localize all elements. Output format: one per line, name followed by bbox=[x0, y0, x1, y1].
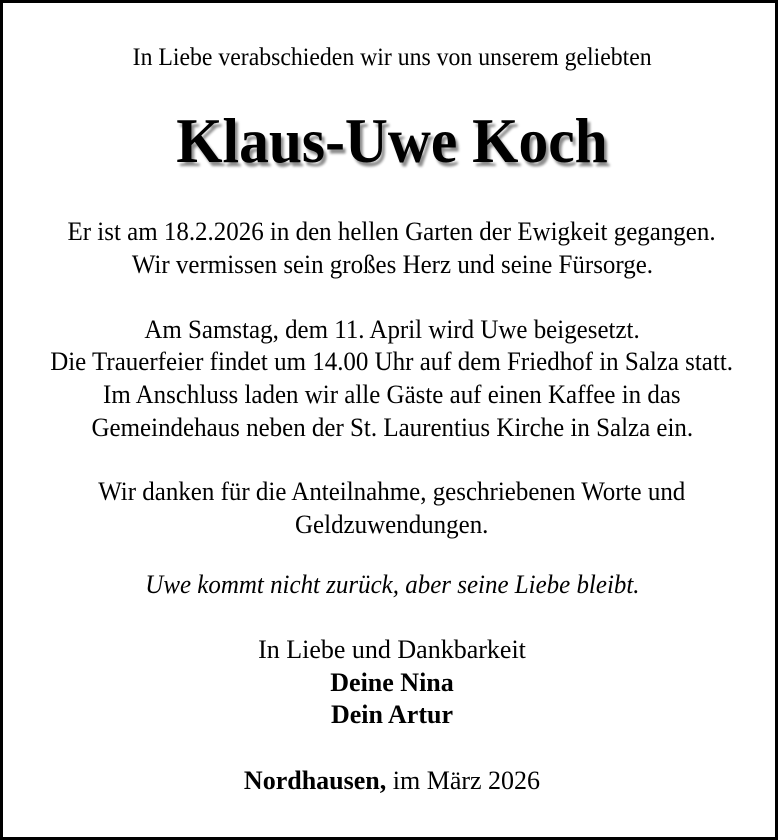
funeral-line-4 bbox=[3, 411, 778, 444]
quote-text: Uwe kommt nicht zurück, aber seine Liebe bleibt. bbox=[144, 570, 640, 599]
thanks-line-1-text: Wir danken für die Anteilnahme, geschriebenen Worte und bbox=[98, 477, 686, 506]
passing-line-1 bbox=[3, 215, 778, 248]
deceased-name bbox=[3, 106, 778, 176]
funeral-line-3 bbox=[3, 378, 778, 411]
place-date bbox=[3, 764, 778, 797]
funeral-line-2-text: Die Trauerfeier findet um 14.00 Uhr auf dem Friedhof in Salza statt. bbox=[50, 347, 734, 376]
signatory-2-text: Dein Artur bbox=[330, 700, 454, 729]
intro-text bbox=[3, 41, 778, 74]
funeral-line-1-text: Am Samstag, dem 11. April wird Uwe beigesetzt. bbox=[144, 315, 640, 344]
date: im März 2026 bbox=[392, 766, 541, 795]
signatory-2 bbox=[3, 698, 778, 731]
funeral-line-1 bbox=[3, 313, 778, 346]
intro-text-content: In Liebe verabschieden wir uns von unserem geliebten bbox=[132, 44, 652, 71]
passing-line-2-text: Wir vermissen sein großes Herz und seine Fürsorge. bbox=[131, 250, 653, 279]
signatory-1-text: Deine Nina bbox=[330, 668, 454, 697]
passing-line-2 bbox=[3, 248, 778, 281]
funeral-line-3-text: Im Anschluss laden wir alle Gäste auf einen Kaffee in das bbox=[103, 380, 681, 409]
thanks-line-1 bbox=[3, 475, 778, 508]
thanks-line-2-text: Geldzuwendungen. bbox=[295, 510, 489, 539]
funeral-line-2 bbox=[3, 345, 778, 378]
passing-line-1-text: Er ist am 18.2.2026 in den hellen Garten der Ewigkeit gegangen. bbox=[67, 217, 717, 246]
deceased-name-text: Klaus-Uwe Koch bbox=[176, 105, 608, 176]
signatory-1 bbox=[3, 666, 778, 699]
quote bbox=[3, 568, 778, 601]
thanks-line-2 bbox=[3, 508, 778, 541]
closing-text-content: In Liebe und Dankbarkeit bbox=[258, 635, 526, 664]
place: Nordhausen, bbox=[243, 766, 387, 795]
funeral-line-4-text: Gemeindehaus neben der St. Laurentius Kirche in Salza ein. bbox=[91, 413, 693, 442]
closing-text bbox=[3, 633, 778, 666]
